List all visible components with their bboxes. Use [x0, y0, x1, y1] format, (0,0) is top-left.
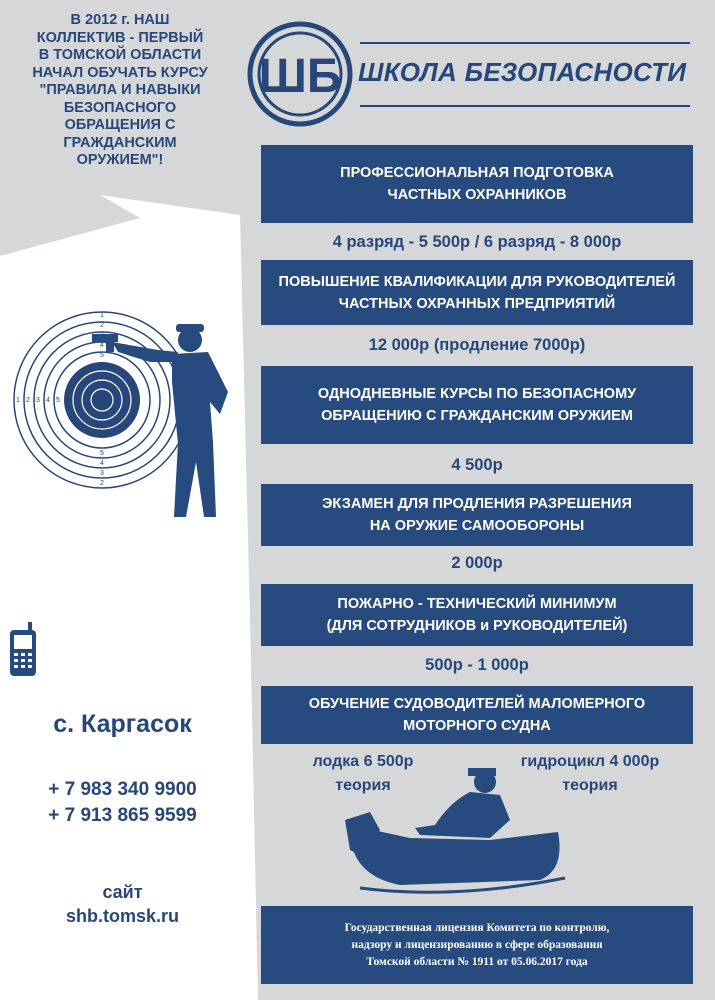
- target-number: 3: [100, 470, 104, 477]
- mobile-phone-icon: [6, 622, 40, 678]
- jetski-price-sub: теория: [562, 777, 618, 794]
- service-box-manager-qualification: ПОВЫШЕНИЕ КВАЛИФИКАЦИИ ДЛЯ РУКОВОДИТЕЛЕЙ ЧАСТНЫХ ОХРАННЫХ ПРЕДПРИЯТИЙ: [261, 260, 693, 325]
- shooter-silhouette-icon: [88, 322, 238, 522]
- site-url-link[interactable]: shb.tomsk.ru: [65, 906, 180, 926]
- service-box-guard-training: ПРОФЕССИОНАЛЬНАЯ ПОДГОТОВКА ЧАСТНЫХ ОХРАННИКОВ: [261, 145, 693, 223]
- service-box-permit-exam: ЭКЗАМЕН ДЛЯ ПРОДЛЕНИЯ РАЗРЕШЕНИЯ НА ОРУЖИЕ САМООБОРОНЫ: [261, 484, 693, 546]
- target-number: 2: [100, 480, 104, 487]
- service-box-weapon-course: ОДНОДНЕВНЫЕ КУРСЫ ПО БЕЗОПАСНОМУ ОБРАЩЕНИЮ С ГРАЖДАНСКИМ ОРУЖИЕМ: [261, 366, 693, 444]
- boat-price-sub: теория: [335, 777, 391, 794]
- license-box: [261, 906, 693, 984]
- jetski-price-value: гидроцикл 4 000р: [520, 753, 660, 770]
- service-box-fire-safety: ПОЖАРНО - ТЕХНИЧЕСКИЙ МИНИМУМ (ДЛЯ СОТРУДНИКОВ и РУКОВОДИТЕЛЕЙ): [261, 584, 693, 646]
- logo-top-line: [360, 42, 690, 44]
- target-number: 5: [100, 352, 104, 359]
- license-line-3: Томской области № 1911 от 05.06.2017 года: [366, 955, 588, 968]
- service-price-manager-qualification: 12 000р (продление 7000р): [368, 336, 586, 354]
- target-number: 4: [100, 342, 104, 349]
- target-number: 4: [100, 460, 104, 467]
- service-box-boat-driver: ОБУЧЕНИЕ СУДОВОДИТЕЛЕЙ МАЛОМЕРНОГО МОТОРНОГО СУДНА: [261, 686, 693, 744]
- intro-text: В 2012 г. НАШ КОЛЛЕКТИВ - ПЕРВЫЙ В ТОМСКОЙ ОБЛАСТИ НАЧАЛ ОБУЧАТЬ КУРСУ "ПРАВИЛА И НАВЫКИ БЕЗОПАСНОГО ОБРАЩЕНИЯ С ГРАЖДАНСКИМ ОРУЖИЕМ"!: [32, 12, 208, 168]
- school-logo-icon: [246, 20, 354, 128]
- city-name: с. Каргасок: [53, 710, 192, 738]
- logo-letters: ШБ: [258, 50, 342, 103]
- target-number: 2: [100, 322, 104, 329]
- boat-price-value: лодка 6 500р: [312, 753, 414, 770]
- boat-illustration: [340, 760, 570, 900]
- target-number: 3: [36, 397, 40, 404]
- target-number: 2: [26, 397, 30, 404]
- license-line-2: надзору и лицензированию в сфере образования: [351, 938, 603, 951]
- phone-number-2[interactable]: + 7 913 865 9599: [48, 805, 197, 826]
- service-price-fire-safety: 500р - 1 000р: [425, 656, 529, 674]
- service-price-permit-exam: 2 000р: [451, 554, 503, 572]
- target-number: 1: [100, 312, 104, 319]
- target-number: 4: [46, 397, 50, 404]
- site-label: сайт: [102, 882, 143, 902]
- service-price-guard-training: 4 разряд - 5 500р / 6 разряд - 8 000р: [332, 233, 622, 251]
- target-number: 1: [16, 397, 20, 404]
- license-line-1: Государственная лицензия Комитета по контролю,: [344, 921, 610, 934]
- target-number: 5: [56, 397, 60, 404]
- service-price-weapon-course: 4 500р: [451, 456, 503, 474]
- phone-number-1[interactable]: + 7 983 340 9900: [48, 779, 197, 800]
- brand-name: ШКОЛА БЕЗОПАСНОСТИ: [358, 57, 687, 87]
- target-number: 5: [100, 450, 104, 457]
- logo-bottom-line: [360, 105, 690, 107]
